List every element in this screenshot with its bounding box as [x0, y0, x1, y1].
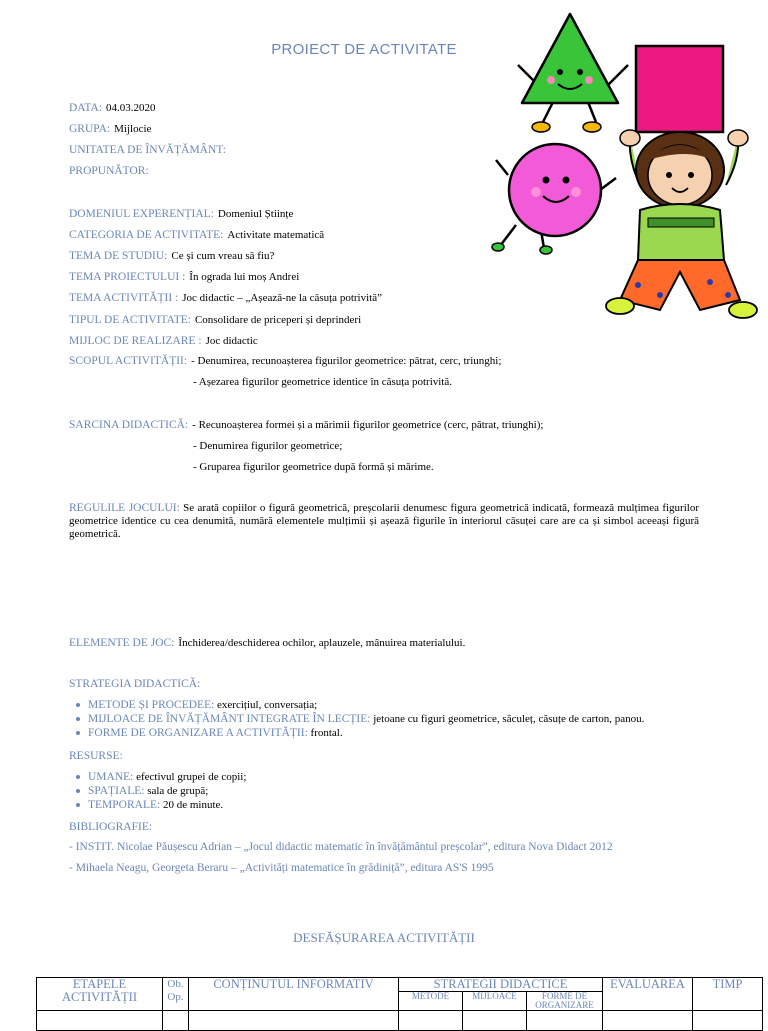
- table-cell: [527, 1011, 603, 1031]
- sarcina-section: SARCINA DIDACTICĂ: - Recunoașterea formei și a mărimii figurilor geometrice (cerc, pătrat, triunghi);: [69, 419, 544, 431]
- list-item: UMANE: efectivul grupei de copii;: [88, 771, 247, 783]
- strategia-heading: STRATEGIA DIDACTICĂ:: [69, 678, 201, 690]
- header-timp: TIMP: [693, 978, 763, 1011]
- header-metode: METODE: [399, 992, 463, 1011]
- field-tema-activitatii: TEMA ACTIVITĂȚII : Joc didactic – „Așează-ne la căsuța potrivită”: [69, 292, 382, 304]
- field-domeniul: DOMENIUL EXPERENȚIAL: Domeniul Științe: [69, 208, 294, 220]
- circle-character-icon: [492, 144, 616, 254]
- strategia-list: [88, 698, 644, 740]
- page-title: PROIECT DE ACTIVITATE: [271, 41, 457, 58]
- header-forme: FORME DE ORGANIZARE: [527, 992, 603, 1011]
- resurse-list: [88, 770, 246, 812]
- elemente-section: ELEMENTE DE JOC: Închiderea/deschiderea ochilor, aplauzele, mânuirea materialului.: [69, 637, 466, 649]
- list-item: SPAȚIALE: sala de grupă;: [88, 784, 246, 798]
- field-mijloc: MIJLOC DE REALIZARE : Joc didactic: [69, 335, 258, 347]
- field-tipul: TIPUL DE ACTIVITATE: Consolidare de priceperi și deprinderi: [69, 314, 362, 326]
- field-propunator: PROPUNĂTOR:: [69, 165, 149, 177]
- scop-section: SCOPUL ACTIVITĂȚII: - Denumirea, recunoașterea figurilor geometrice: pătrat, cerc, triunghi;: [69, 355, 502, 367]
- bibliografie-heading: BIBLIOGRAFIE:: [69, 821, 153, 833]
- header-etapele: ETAPELE ACTIVITĂȚII: [37, 978, 163, 1011]
- header-continut: CONȚINUTUL INFORMATIV: [189, 978, 399, 1011]
- child-character-icon: [606, 46, 757, 318]
- bibliografie-item: - INSTIT. Nicolae Păușescu Adrian – „Jocul didactic matematic în învățământul preșcolar”, editura Nova Didact 2012: [69, 841, 613, 853]
- table-cell: [603, 1011, 693, 1031]
- field-tema-proiectului: TEMA PROIECTULUI : În ograda lui moș Andrei: [69, 271, 300, 283]
- sarcina-item: - Denumirea figurilor geometrice;: [193, 440, 343, 452]
- list-item: TEMPORALE: 20 de minute.: [88, 798, 246, 812]
- triangle-character-icon: [518, 14, 628, 132]
- shapes-illustration: [488, 10, 758, 330]
- header-ob-op: Ob. Op.: [163, 978, 189, 1011]
- field-data: DATA: 04.03.2020: [69, 102, 156, 114]
- table-cell: [37, 1011, 163, 1031]
- sarcina-item: - Gruparea figurilor geometrice după formă și mărime.: [193, 461, 434, 473]
- list-item: FORME DE ORGANIZARE A ACTIVITĂȚII: frontal.: [88, 726, 644, 740]
- resurse-heading: RESURSE:: [69, 750, 123, 762]
- table-cell: [163, 1011, 189, 1031]
- table-cell: [463, 1011, 527, 1031]
- table-cell: [693, 1011, 763, 1031]
- list-item: MIJLOACE DE ÎNVĂȚĂMÂNT INTEGRATE ÎN LECȚIE: jetoane cu figuri geometrice, săculeț, căsuțe de carton, panou.: [88, 713, 645, 725]
- header-evaluarea: EVALUAREA: [603, 978, 693, 1011]
- desfasurare-title: DESFĂȘURAREA ACTIVITĂȚII: [293, 930, 475, 945]
- header-strategii: STRATEGII DIDACTICE: [399, 978, 603, 992]
- table-cell: [399, 1011, 463, 1031]
- bibliografie-item: - Mihaela Neagu, Georgeta Beraru – „Activități matematice în grădiniță”, editura AS'S 1995: [69, 862, 494, 874]
- field-tema-studiu: TEMA DE STUDIU: Ce și cum vreau să fiu?: [69, 250, 275, 262]
- activity-table: [36, 977, 763, 1031]
- field-grupa: GRUPA: Mijlocie: [69, 123, 152, 135]
- table-cell: [189, 1011, 399, 1031]
- field-categoria: CATEGORIA DE ACTIVITATE: Activitate matematică: [69, 229, 325, 241]
- list-item: METODE ȘI PROCEDEE: exercițiul, conversația;: [88, 698, 644, 712]
- scop-item: - Așezarea figurilor geometrice identice în căsuța potrivită.: [193, 376, 452, 388]
- header-mijloace: MIJLOACE: [463, 992, 527, 1011]
- reguli-section: REGULILE JOCULUI: Se arată copiilor o figură geometrică, preșcolarii denumesc figura geometrică indicată, formează mulțimea figurilor geometrice identice cu cea denumită, numără elementele mulțimii și așează figurile în interiorul căsuței care are ca și simbol aceeași figură geometrică.: [69, 502, 699, 540]
- field-unitatea: UNITATEA DE ÎNVĂȚĂMÂNT:: [69, 144, 226, 156]
